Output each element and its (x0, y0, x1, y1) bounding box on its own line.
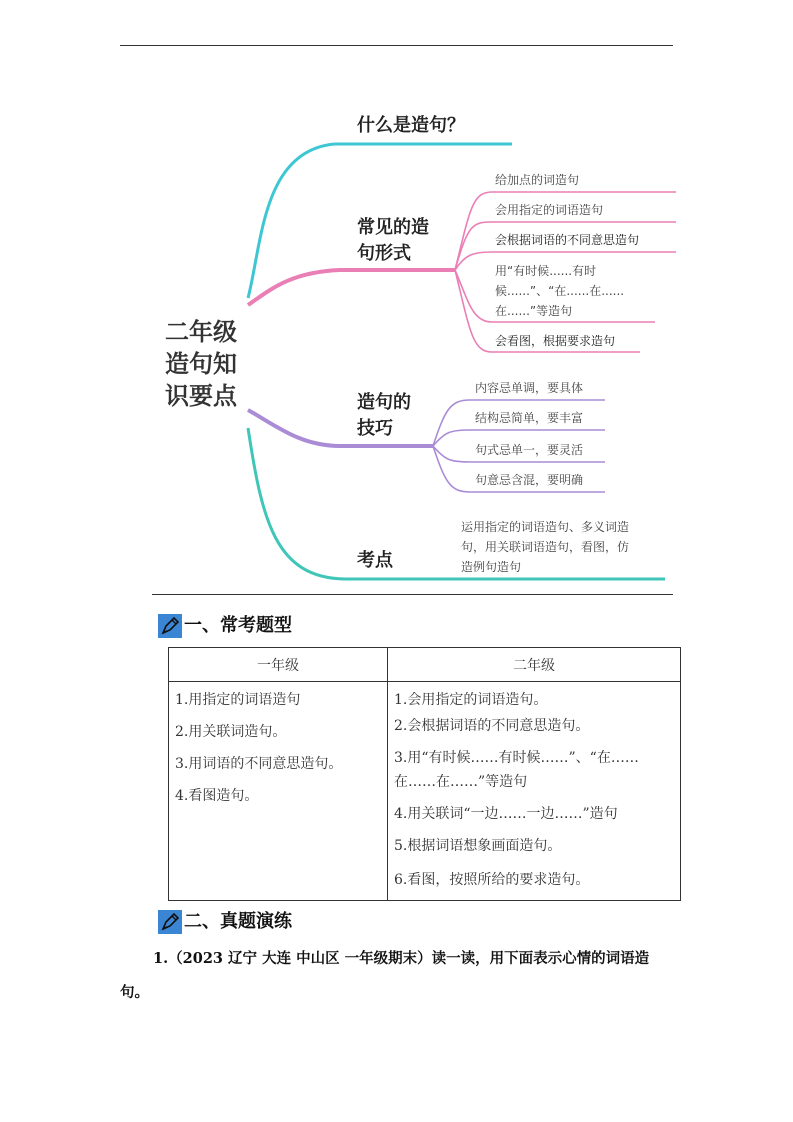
branch-skills-title-line-2: 技巧 (357, 418, 393, 439)
skills-leaf: 内容忌单调，要具体 (475, 381, 584, 395)
grade1-item: 3.用词语的不同意思造句。 (175, 756, 343, 772)
forms-leaf: 会根据词语的不同意思造句 (495, 233, 640, 247)
mind-map-center-line-2: 造句知 (165, 350, 237, 378)
branch-what-is-title: 什么是造句？ (357, 115, 465, 136)
forms-leaf: 给加点的词造句 (495, 173, 580, 187)
grade1-item: 1.用指定的词语造句 (175, 692, 301, 708)
exam-note-line-2: 句，用关联词语造句，看图，仿 (461, 540, 630, 554)
section-practice-heading (158, 909, 292, 935)
forms-leaf: 会用指定的词语造句 (495, 203, 604, 217)
grade2-item: 2.会根据词语的不同意思造句。 (394, 718, 590, 734)
branch-skills-title-line-1: 造句的 (357, 392, 411, 413)
skills-leaf: 句意忌含混，要明确 (475, 473, 584, 487)
table-header-grade1: 一年级 (169, 648, 388, 682)
pen-icon (158, 910, 182, 934)
mind-map-center-line-3: 识要点 (165, 382, 237, 410)
section-common-types-title: 一、常考题型 (184, 615, 292, 636)
pen-icon (158, 614, 182, 638)
grade2-item: 6.看图，按照所给的要求造句。 (394, 872, 590, 888)
exam-note-line-3: 造例句造句 (461, 560, 522, 574)
grade2-item: 5.根据词语想象画面造句。 (394, 838, 562, 854)
grade2-item: 4.用关联词“一边……一边……”造句 (394, 806, 618, 822)
grade1-cell (169, 682, 388, 901)
skills-leaf: 结构忌简单，要丰富 (475, 411, 584, 425)
grade2-item: 1.会用指定的词语造句。 (394, 692, 548, 708)
question-1: 1.（2023 辽宁 大连 中山区 一年级期末）读一读，用下面表示心情的词语造句。 (120, 950, 650, 1001)
branch-forms-title-line-1: 常见的造 (357, 217, 429, 238)
forms-leaf: 会看图，根据要求造句 (495, 334, 616, 348)
common-types-table (168, 647, 681, 901)
grade2-item: 在……在……”等造句 (394, 774, 528, 790)
forms-leaf: 候......”、“在......在...... (495, 284, 625, 298)
branch-forms-title-line-2: 句形式 (357, 243, 411, 264)
mind-map-center-line-1: 二年级 (165, 318, 237, 346)
forms-leaf: 用“有时候......有时 (495, 264, 597, 278)
forms-leaf: 在......”等造句 (495, 304, 573, 318)
grade2-cell (388, 682, 681, 901)
table-header-grade2: 二年级 (388, 648, 681, 682)
grade2-item: 3.用“有时候……有时候……”、“在…… (394, 750, 639, 766)
branch-exam-title: 考点 (357, 550, 393, 571)
grade1-item: 4.看图造句。 (175, 788, 259, 804)
skills-leaf: 句式忌单一，要灵活 (475, 443, 584, 457)
section-common-types-heading (158, 613, 292, 639)
grade1-item: 2.用关联词造句。 (175, 724, 287, 740)
section-practice-title: 二、真题演练 (184, 911, 292, 932)
exam-note-line-1: 运用指定的词语造句、多义词造 (461, 520, 630, 534)
